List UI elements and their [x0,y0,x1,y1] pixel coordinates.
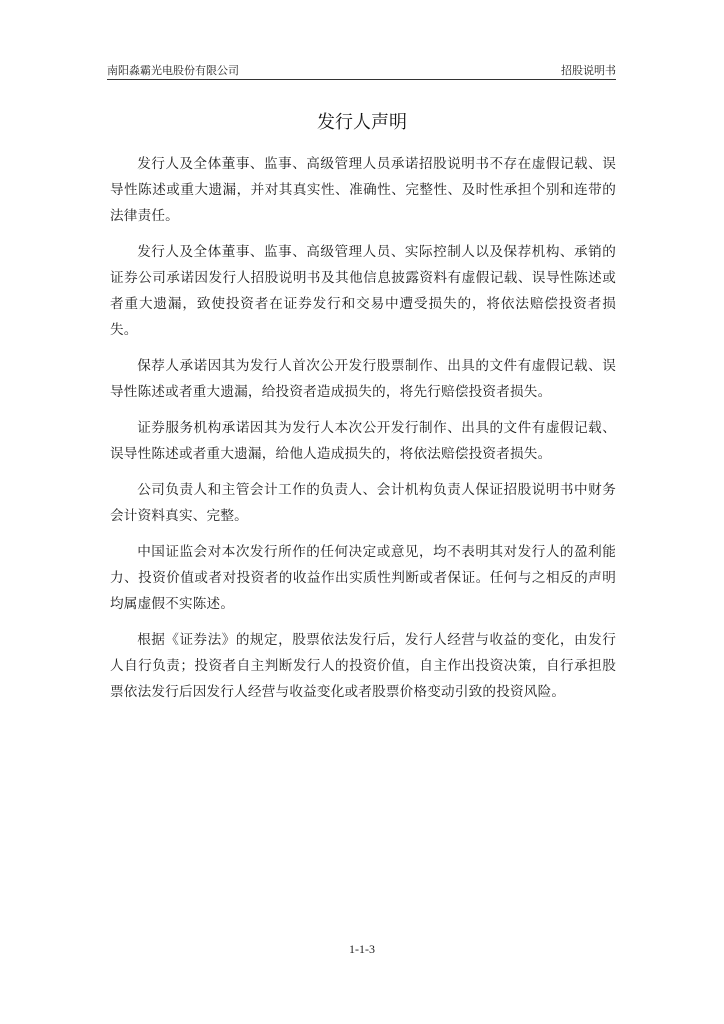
paragraph-issuer-commitment: 发行人及全体董事、监事、高级管理人员承诺招股说明书不存在虚假记载、误导性陈述或重大遗漏，并对其真实性、准确性、完整性、及时性承担个别和连带的法律责任。 [110,156,616,224]
paragraph-csrc-disclaimer: 中国证监会对本次发行所作的任何决定或意见，均不表明其对发行人的盈利能力、投资价值或者对投资者的收益作出实质性判断或者保证。任何与之相反的声明均属虚假不实陈述。 [110,544,616,612]
page-header [107,60,616,78]
page-number: 1-1-3 [349,942,375,956]
paragraph-accounting-guarantee: 公司负责人和主管会计工作的负责人、会计机构负责人保证招股说明书中财务会计资料真实、完整。 [110,482,616,524]
paragraph-investment-risk: 根据《证券法》的规定，股票依法发行后，发行人经营与收益的变化，由发行人自行负责；投资者自主判断发行人的投资价值，自主作出投资决策，自行承担股票依法发行后因发行人经营与收益变化或者股票价格变动引致的投资风险。 [110,632,616,700]
header-document-type: 招股说明书 [561,64,616,77]
declaration-body [110,151,616,715]
paragraph-compensation-commitment: 发行人及全体董事、监事、高级管理人员、实际控制人以及保荐机构、承销的证券公司承诺因发行人招股说明书及其他信息披露资料有虚假记载、误导性陈述或者重大遗漏，致使投资者在证券发行和交易中遭受损失的，将依法赔偿投资者损失。 [110,244,616,338]
header-divider [107,79,616,80]
paragraph-service-agency-commitment: 证券服务机构承诺因其为发行人本次公开发行制作、出具的文件有虚假记载、误导性陈述或者重大遗漏，给他人造成损失的，将依法赔偿投资者损失。 [110,420,616,462]
page-title: 发行人声明 [317,112,407,133]
header-company-name: 南阳淼霸光电股份有限公司 [107,64,239,77]
paragraph-sponsor-commitment: 保荐人承诺因其为发行人首次公开发行股票制作、出具的文件有虚假记载、误导性陈述或者重大遗漏，给投资者造成损失的，将先行赔偿投资者损失。 [110,358,616,400]
